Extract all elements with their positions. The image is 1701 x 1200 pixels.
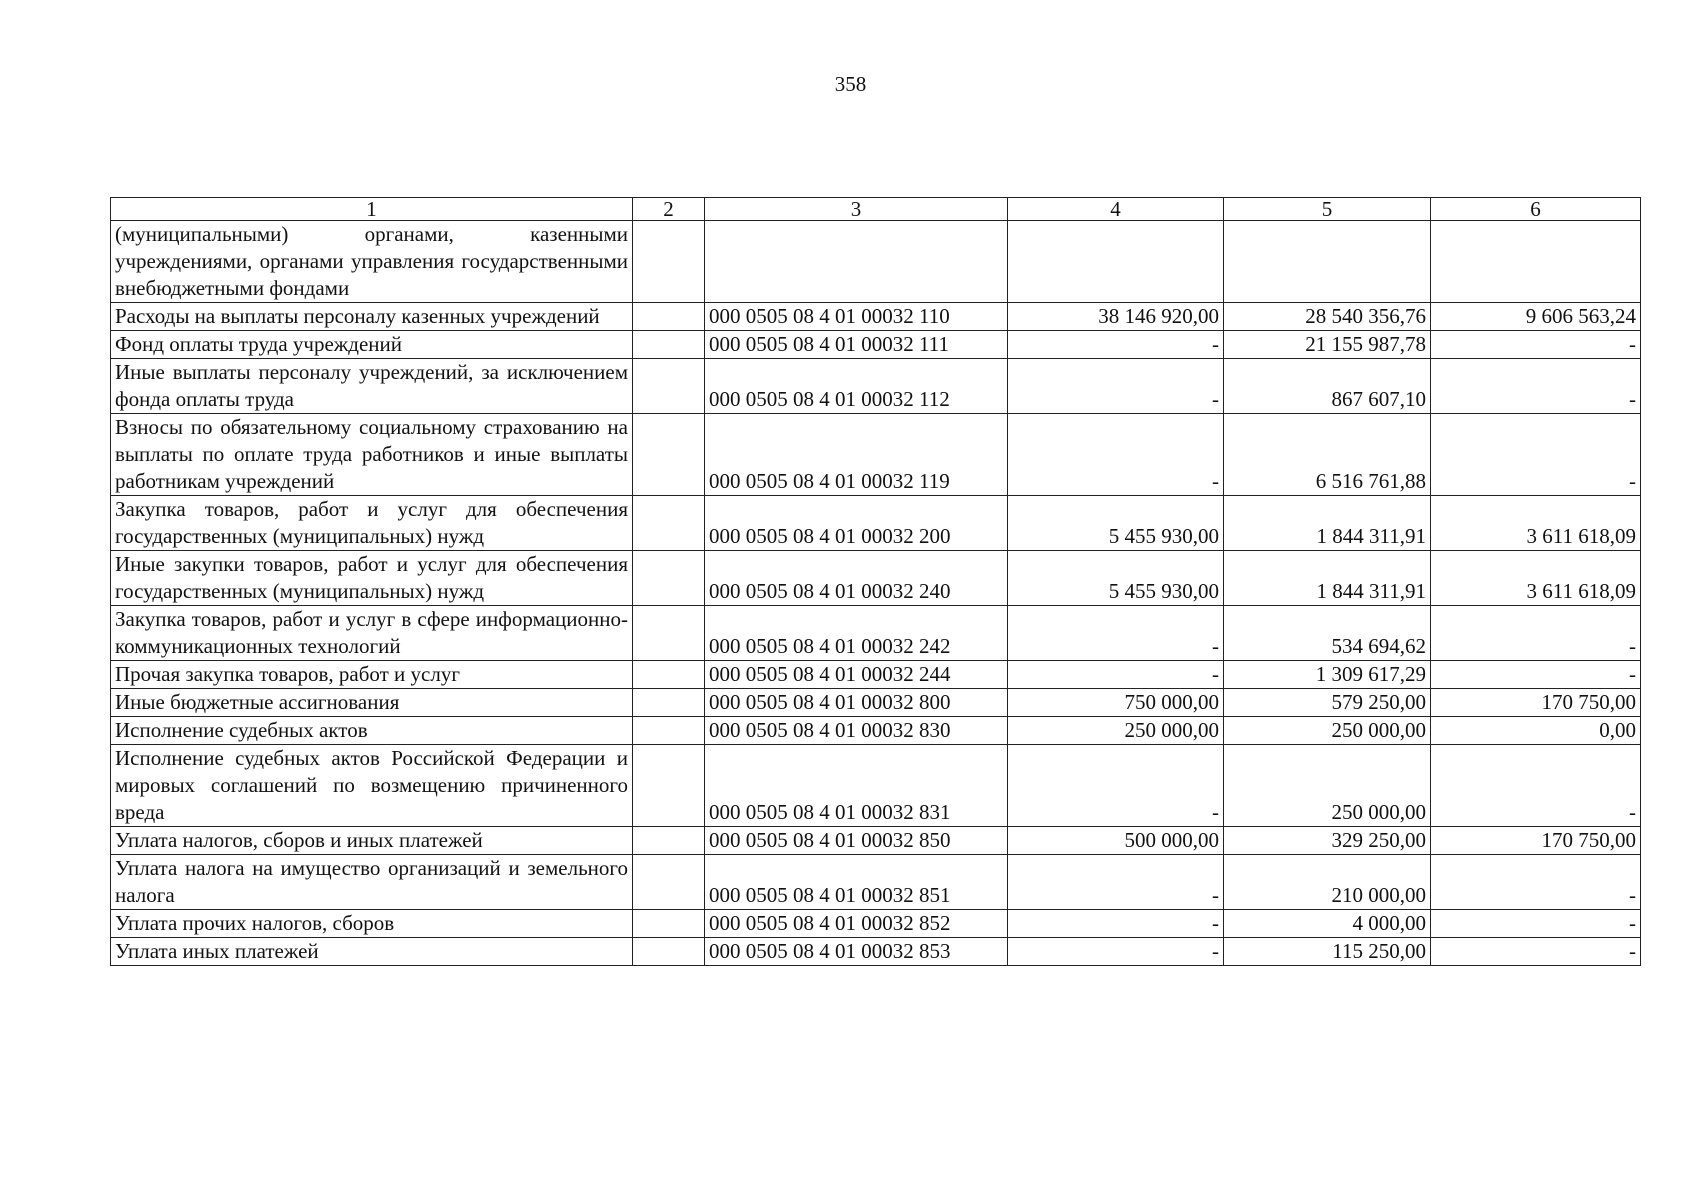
row-col-2 <box>633 331 705 359</box>
row-col-5: 250 000,00 <box>1224 717 1431 745</box>
row-col-6: - <box>1431 606 1641 661</box>
row-col-4: - <box>1008 855 1224 910</box>
table-row <box>111 331 1641 359</box>
row-name: Иные бюджетные ассигнования <box>111 689 633 717</box>
row-name: Иные закупки товаров, работ и услуг для обеспечения государственных (муниципальных) нужд <box>111 551 633 606</box>
row-col-6: - <box>1431 414 1641 496</box>
row-col-2 <box>633 661 705 689</box>
row-col-5: 1 309 617,29 <box>1224 661 1431 689</box>
row-code: 000 0505 08 4 01 00032 110 <box>705 303 1008 331</box>
table-row <box>111 745 1641 827</box>
row-code: 000 0505 08 4 01 00032 850 <box>705 827 1008 855</box>
header-col-1: 1 <box>111 198 633 221</box>
table-row <box>111 910 1641 938</box>
header-col-3: 3 <box>705 198 1008 221</box>
row-col-2 <box>633 221 705 303</box>
table-row <box>111 303 1641 331</box>
row-col-4: - <box>1008 938 1224 966</box>
row-col-5: 1 844 311,91 <box>1224 496 1431 551</box>
row-col-2 <box>633 689 705 717</box>
table-row <box>111 496 1641 551</box>
row-code: 000 0505 08 4 01 00032 200 <box>705 496 1008 551</box>
row-code: 000 0505 08 4 01 00032 242 <box>705 606 1008 661</box>
row-col-4: 750 000,00 <box>1008 689 1224 717</box>
row-col-6: - <box>1431 855 1641 910</box>
header-row <box>111 198 1641 221</box>
row-col-2 <box>633 717 705 745</box>
row-col-5: 28 540 356,76 <box>1224 303 1431 331</box>
row-col-6: 170 750,00 <box>1431 689 1641 717</box>
row-col-5: 6 516 761,88 <box>1224 414 1431 496</box>
budget-table <box>110 197 1641 966</box>
row-name: Уплата налога на имущество организаций и земельного налога <box>111 855 633 910</box>
row-col-6 <box>1431 221 1641 303</box>
header-col-6: 6 <box>1431 198 1641 221</box>
row-col-2 <box>633 938 705 966</box>
row-name: Уплата прочих налогов, сборов <box>111 910 633 938</box>
table-header <box>111 198 1641 221</box>
row-col-2 <box>633 855 705 910</box>
table-row <box>111 717 1641 745</box>
row-code: 000 0505 08 4 01 00032 831 <box>705 745 1008 827</box>
row-col-2 <box>633 606 705 661</box>
row-code <box>705 221 1008 303</box>
row-col-6: 3 611 618,09 <box>1431 496 1641 551</box>
row-col-4: - <box>1008 745 1224 827</box>
table-row <box>111 606 1641 661</box>
row-col-2 <box>633 745 705 827</box>
row-col-2 <box>633 359 705 414</box>
row-col-6: 170 750,00 <box>1431 827 1641 855</box>
page-number: 358 <box>834 72 867 96</box>
row-col-6: - <box>1431 938 1641 966</box>
row-col-4: - <box>1008 910 1224 938</box>
row-name: Уплата налогов, сборов и иных платежей <box>111 827 633 855</box>
row-col-6: 9 606 563,24 <box>1431 303 1641 331</box>
row-name: (муниципальными) органами, казенными учреждениями, органами управления государственными внебюджетными фондами <box>111 221 633 303</box>
header-col-4: 4 <box>1008 198 1224 221</box>
row-code: 000 0505 08 4 01 00032 800 <box>705 689 1008 717</box>
row-col-4: 5 455 930,00 <box>1008 496 1224 551</box>
row-col-4: 5 455 930,00 <box>1008 551 1224 606</box>
table-row <box>111 855 1641 910</box>
row-col-2 <box>633 551 705 606</box>
row-col-4: - <box>1008 414 1224 496</box>
row-col-6: - <box>1431 661 1641 689</box>
row-col-6: - <box>1431 331 1641 359</box>
row-col-4: 38 146 920,00 <box>1008 303 1224 331</box>
row-col-4: - <box>1008 331 1224 359</box>
table-body <box>111 221 1641 966</box>
header-col-2: 2 <box>633 198 705 221</box>
row-col-5: 4 000,00 <box>1224 910 1431 938</box>
row-col-5: 1 844 311,91 <box>1224 551 1431 606</box>
row-col-5: 210 000,00 <box>1224 855 1431 910</box>
row-col-4: - <box>1008 606 1224 661</box>
row-col-5: 250 000,00 <box>1224 745 1431 827</box>
table-row <box>111 689 1641 717</box>
row-col-2 <box>633 414 705 496</box>
row-name: Иные выплаты персоналу учреждений, за исключением фонда оплаты труда <box>111 359 633 414</box>
row-name: Фонд оплаты труда учреждений <box>111 331 633 359</box>
row-code: 000 0505 08 4 01 00032 112 <box>705 359 1008 414</box>
row-col-2 <box>633 496 705 551</box>
table-row <box>111 938 1641 966</box>
row-name: Закупка товаров, работ и услуг для обеспечения государственных (муниципальных) нужд <box>111 496 633 551</box>
row-name: Взносы по обязательному социальному страхованию на выплаты по оплате труда работников и иные выплаты работникам учреждений <box>111 414 633 496</box>
row-code: 000 0505 08 4 01 00032 111 <box>705 331 1008 359</box>
row-col-4: - <box>1008 661 1224 689</box>
table-row <box>111 551 1641 606</box>
row-code: 000 0505 08 4 01 00032 851 <box>705 855 1008 910</box>
row-code: 000 0505 08 4 01 00032 853 <box>705 938 1008 966</box>
row-col-6: - <box>1431 745 1641 827</box>
table-row <box>111 414 1641 496</box>
row-name: Уплата иных платежей <box>111 938 633 966</box>
row-col-5: 534 694,62 <box>1224 606 1431 661</box>
row-col-4 <box>1008 221 1224 303</box>
row-col-2 <box>633 303 705 331</box>
row-name: Исполнение судебных актов Российской Федерации и мировых соглашений по возмещению причиненного вреда <box>111 745 633 827</box>
row-code: 000 0505 08 4 01 00032 119 <box>705 414 1008 496</box>
row-col-5: 579 250,00 <box>1224 689 1431 717</box>
row-code: 000 0505 08 4 01 00032 240 <box>705 551 1008 606</box>
row-col-6: 0,00 <box>1431 717 1641 745</box>
row-code: 000 0505 08 4 01 00032 830 <box>705 717 1008 745</box>
row-col-5: 867 607,10 <box>1224 359 1431 414</box>
row-name: Расходы на выплаты персоналу казенных учреждений <box>111 303 633 331</box>
row-col-5: 21 155 987,78 <box>1224 331 1431 359</box>
row-name: Исполнение судебных актов <box>111 717 633 745</box>
row-col-6: - <box>1431 910 1641 938</box>
table-row <box>111 661 1641 689</box>
row-col-4: - <box>1008 359 1224 414</box>
table-row <box>111 827 1641 855</box>
table-row <box>111 221 1641 303</box>
row-col-5: 329 250,00 <box>1224 827 1431 855</box>
row-col-2 <box>633 910 705 938</box>
row-col-5: 115 250,00 <box>1224 938 1431 966</box>
row-name: Закупка товаров, работ и услуг в сфере информационно-коммуникационных технологий <box>111 606 633 661</box>
row-code: 000 0505 08 4 01 00032 852 <box>705 910 1008 938</box>
row-col-2 <box>633 827 705 855</box>
row-col-4: 250 000,00 <box>1008 717 1224 745</box>
row-code: 000 0505 08 4 01 00032 244 <box>705 661 1008 689</box>
row-col-6: 3 611 618,09 <box>1431 551 1641 606</box>
row-col-4: 500 000,00 <box>1008 827 1224 855</box>
row-col-6: - <box>1431 359 1641 414</box>
header-col-5: 5 <box>1224 198 1431 221</box>
table-row <box>111 359 1641 414</box>
row-name: Прочая закупка товаров, работ и услуг <box>111 661 633 689</box>
row-col-5 <box>1224 221 1431 303</box>
